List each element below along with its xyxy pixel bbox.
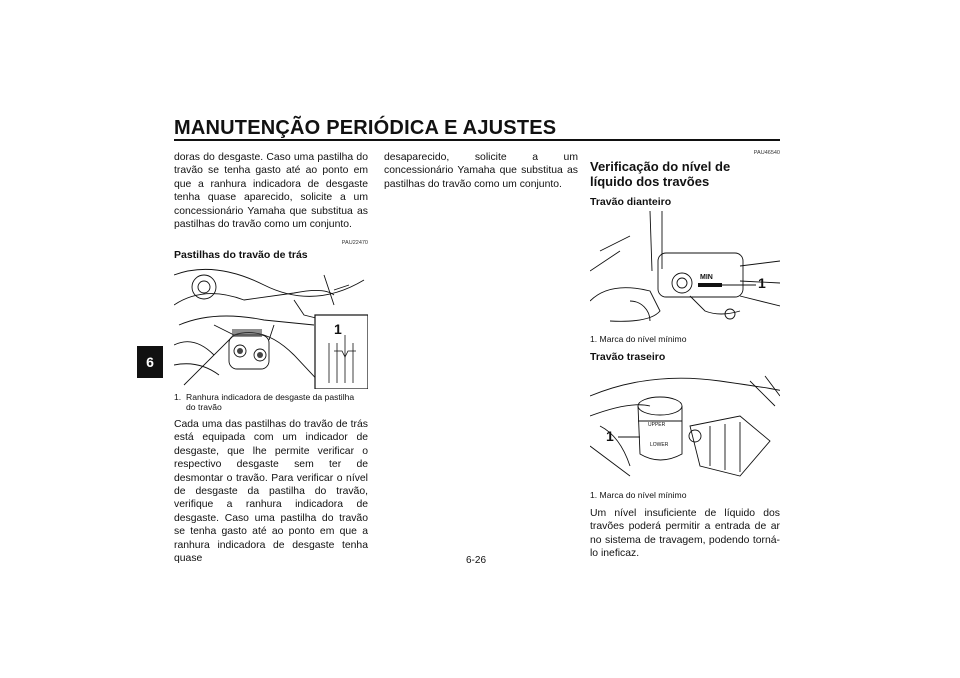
min-mark-label: MIN [700, 274, 713, 281]
col2-paragraph-1: desaparecido, solicite a um concessionário Yamaha que substitua as pastilhas do travão como um conjunto. [384, 152, 578, 190]
rear-brake-pad-figure [174, 265, 368, 389]
col1-figure-caption [174, 392, 368, 412]
figure-callout-1: 1 [334, 321, 342, 337]
col3-heading: Verificação do nível de líquido dos travões [590, 159, 731, 189]
rear-figure-callout: 1 [606, 428, 614, 444]
col1-heading: Pastilhas do travão de trás [174, 249, 308, 261]
col3-paragraph: Um nível insuficiente de líquido dos travões poderá permitir a entrada de ar no sistema de travagem, podendo torná-lo ineficaz. [590, 508, 780, 560]
upper-mark-label: UPPER [648, 422, 666, 428]
title-rule [174, 139, 780, 141]
caption-text: Ranhura indicadora de desgaste da pastilha do travão [186, 392, 355, 412]
front-brake-caption: 1. Marca do nível mínimo [590, 334, 687, 344]
front-brake-subheading: Travão dianteiro [590, 196, 672, 208]
chapter-tab: 6 [137, 346, 163, 378]
front-brake-reservoir-figure [590, 211, 780, 327]
rear-brake-caption: 1. Marca do nível mínimo [590, 490, 687, 500]
page-title: MANUTENÇÃO PERIÓDICA E AJUSTES [174, 117, 557, 139]
front-brake-reservoir-illustration [590, 211, 780, 327]
col1-section-code: PAU22470 [341, 240, 368, 246]
page-number: 6-26 [466, 555, 487, 566]
col1-paragraph-1: doras do desgaste. Caso uma pastilha do travão se tenha gasto até ao ponto em que a ranhura indicadora de desgaste tenha quase aparecido, solicite a um concessionário Yamaha que substitua as pastilhas do travão como um conjunto. [174, 152, 368, 231]
rear-brake-subheading: Travão traseiro [590, 351, 666, 363]
lower-mark-label: LOWER [650, 442, 669, 448]
col1-paragraph-2: Cada uma das pastilhas do travão de trás está equipada com um indicador de desgaste, que lhe permite verificar o respectivo desgaste sem ter de desmontar o travão. Para verificar o nível de desgaste da pastilha do travão, verifique a ranhura indicadora de desgaste. Caso uma pastilha do travão se tenha gasto até ao ponto em que a ranhura indicadora de desgaste tenha quase [174, 419, 368, 565]
rear-brake-reservoir-illustration [590, 366, 780, 484]
front-figure-callout: 1 [758, 275, 766, 291]
caption-number: 1. [174, 392, 182, 402]
col3-section-code: PAU46540 [753, 150, 780, 156]
rear-brake-reservoir-figure [590, 366, 780, 484]
